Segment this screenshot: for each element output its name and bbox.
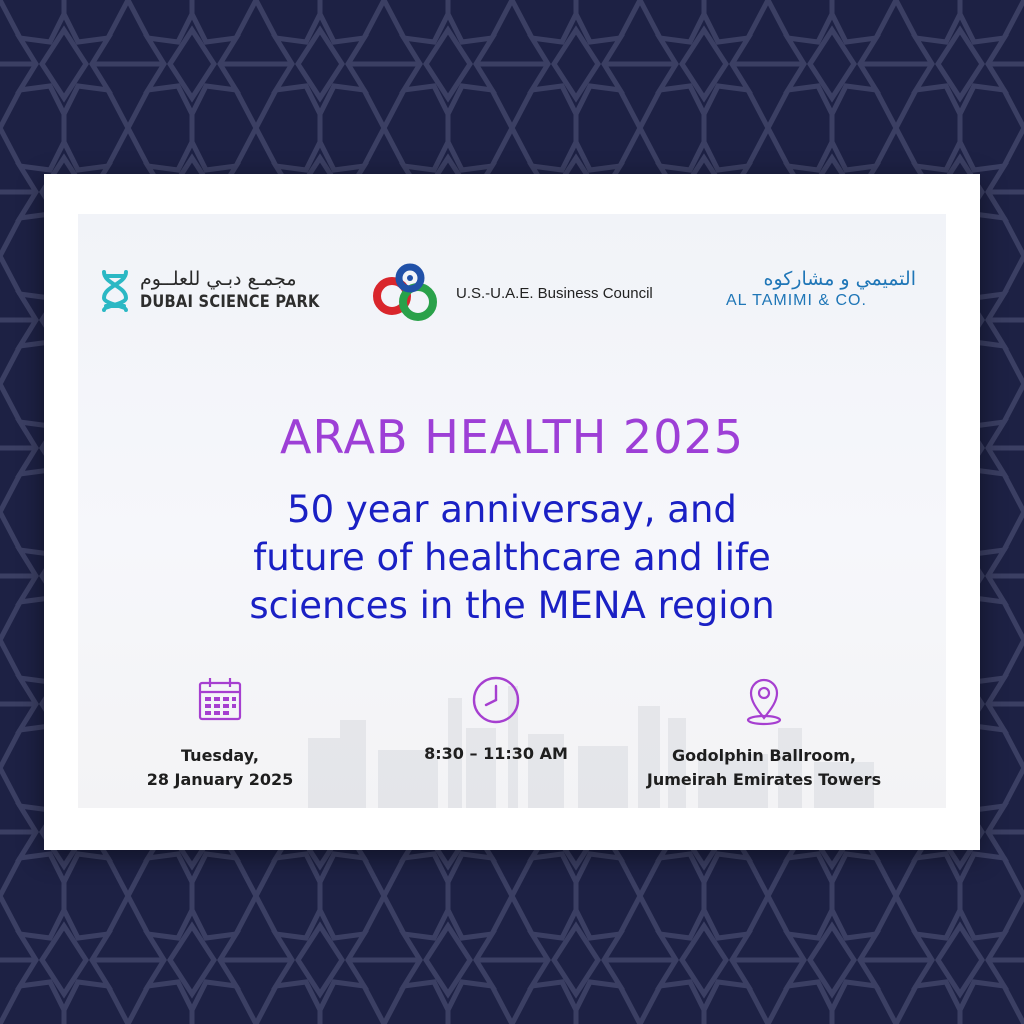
al-tamimi-logo (726, 270, 926, 316)
event-time-text (366, 742, 626, 766)
event-venue-text (614, 744, 914, 792)
event-date (90, 674, 350, 792)
dsp-arabic-name: مجمـع دبـي للعلــوم (140, 268, 297, 290)
al-tamimi-arabic-name: التميمي و مشاركوه (763, 268, 916, 290)
us-uae-council-name: U.S.-U.A.E. Business Council (456, 285, 653, 302)
venue-line: Godolphin Ballroom, (672, 746, 856, 765)
venue-line: Jumeirah Emirates Towers (646, 770, 882, 789)
event-time (366, 674, 626, 766)
event-date-text (90, 744, 350, 792)
event-card (78, 214, 946, 808)
subtitle-line: 50 year anniversay, and (287, 488, 737, 531)
dsp-english-name: DUBAI SCIENCE PARK (140, 292, 320, 312)
al-tamimi-english-name: AL TAMIMI & CO. (726, 292, 867, 309)
tricolor-rings-icon (370, 262, 440, 328)
calendar-icon (194, 674, 246, 726)
date-line: Tuesday, (181, 746, 259, 765)
event-venue (614, 674, 914, 792)
subtitle-line: future of healthcare and life (253, 536, 771, 579)
us-uae-business-council-logo (370, 262, 700, 328)
dna-helix-icon (100, 270, 130, 312)
time-line: 8:30 – 11:30 AM (424, 744, 568, 763)
dubai-science-park-logo (100, 268, 340, 318)
event-title: ARAB HEALTH 2025 (279, 410, 744, 464)
date-line: 28 January 2025 (146, 770, 294, 789)
subtitle-line: sciences in the MENA region (249, 584, 775, 627)
event-subtitle (98, 486, 926, 630)
clock-icon (470, 674, 522, 726)
location-pin-icon (738, 674, 790, 726)
event-card-frame (44, 174, 980, 850)
